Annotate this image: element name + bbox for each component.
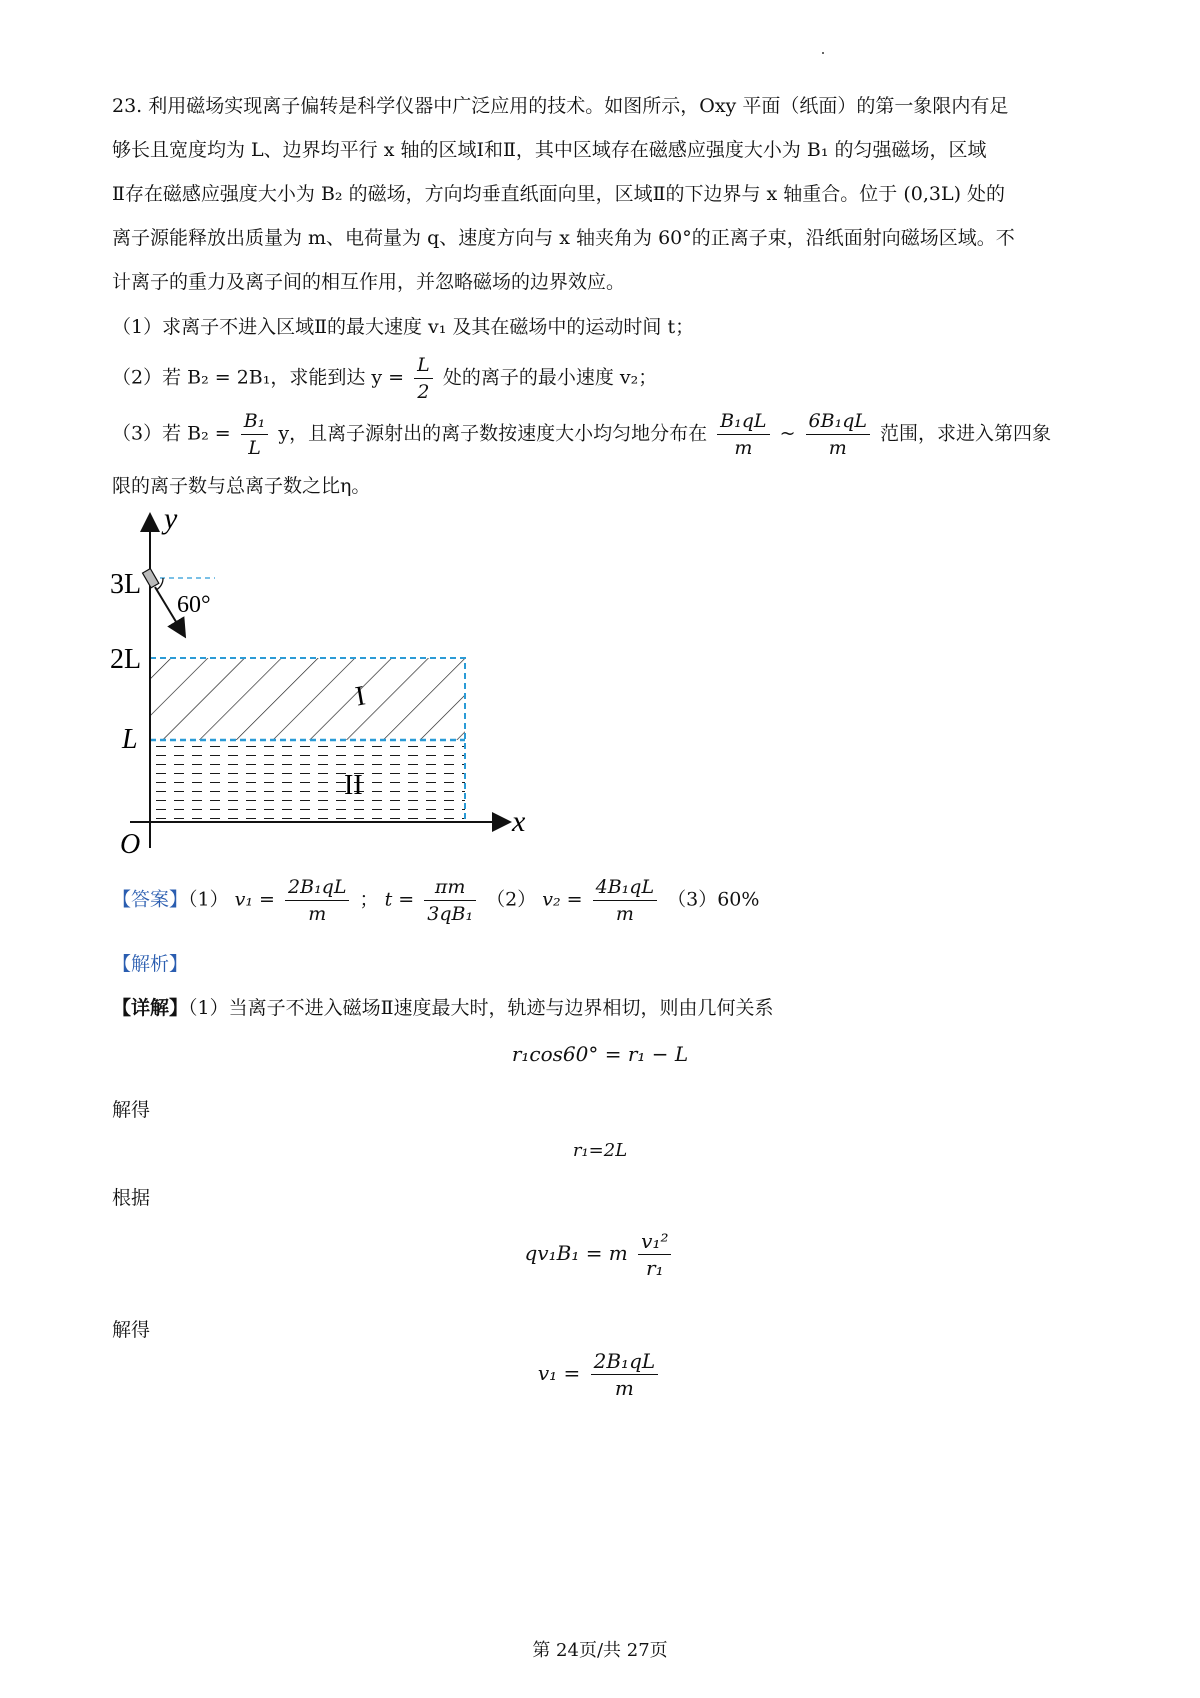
answer-t-fraction [424,874,476,927]
question-1: （1）求离子不进入区域Ⅱ的最大速度 v₁ 及其在磁场中的运动时间 t； [112,316,695,338]
problem-line-5: 计离子的重力及离子间的相互作用，并忽略磁场的边界效应。 [112,271,626,293]
answer-t-lhs: t = [384,888,415,911]
answer-part-2: （2） [486,888,537,911]
equation-1: r₁cos60° = r₁ − L [511,1042,689,1066]
x-axis-label: x [512,805,526,838]
q3-suffix: 范围，求进入第四象 [880,422,1052,445]
equation-3-lhs: qv₁B₁ = m [524,1241,628,1265]
ion-source [143,569,159,588]
q2-fraction [414,352,433,405]
equation-3-den: r₁ [646,1256,664,1280]
equation-3-num: v₁² [638,1228,671,1255]
q3-range-high-den: m [828,437,847,459]
answer-t-den: 3qB₁ [427,903,474,925]
angle-label: 60° [177,592,211,618]
answer-v1-fraction [285,874,349,927]
q3-range-low-num: B₁qL [717,408,769,435]
answer-part-1: （1） [188,888,229,911]
solve-label-1: 解得 [112,1099,151,1121]
q3-b-fraction-den: L [248,437,261,459]
problem-line-1: 23. 利用磁场实现离子偏转是科学仪器中广泛应用的技术。如图所示，Oxy 平面（纸面）的第一象限内有足 [112,95,1009,117]
answer-separator: ； [359,888,379,911]
region-1 [150,658,465,740]
page-footer: 第 24页/共 27页 [532,1640,668,1661]
region-2-label: II [344,770,363,801]
answer-part-3: （3）60% [667,888,760,911]
scan-dot [822,52,824,54]
equation-4-lhs: v₁ = [537,1361,581,1385]
tick-label-L: L [122,724,138,755]
answer-v2-num: 4B₁qL [593,874,657,901]
origin-label: O [120,829,141,860]
y-axis-label: y [164,508,178,535]
region-1-label: I [353,680,368,713]
q2-fraction-num: L [414,352,433,379]
answer-v1-den: m [308,903,327,925]
equation-4 [0,1348,1200,1401]
answer-v1-num: 2B₁qL [285,874,349,901]
q2-suffix: 处的离子的最小速度 v₂； [442,366,658,389]
region-2 [150,740,465,822]
solve-label-2: 解得 [112,1319,151,1341]
analysis-label: 【解析】 [112,953,189,975]
answer-t-num: πm [424,874,476,901]
q3-range-low [717,408,769,461]
tick-label-3L: 3L [110,569,142,600]
answer-v1-lhs: v₁ = [234,888,275,911]
equation-4-den: m [614,1376,634,1400]
problem-line-2: 够长且宽度均为 L、边界均平行 x 轴的区域Ⅰ和Ⅱ，其中区域存在磁感应强度大小为 B₁ 的匀强磁场，区域 [112,139,987,161]
q2-fraction-den: 2 [417,381,430,403]
question-3-line-2: 限的离子数与总离子数之比η。 [112,475,371,497]
q3-middle: y，且离子源射出的离子数按速度大小均匀地分布在 [278,422,708,445]
basis-label: 根据 [112,1187,151,1209]
answer-v2-lhs: v₂ = [542,888,583,911]
question-3 [112,408,1051,461]
detail-line [112,994,774,1022]
equation-2: r₁=2L [572,1140,628,1161]
answer-label: 【答案】 [112,888,189,911]
q3-range-high-num: 6B₁qL [806,408,870,435]
q3-prefix: （3）若 B₂ = [112,422,231,445]
q3-b-fraction-num: B₁ [241,408,269,435]
equation-4-fraction [591,1348,659,1401]
answer-v2-fraction [593,874,657,927]
equation-3 [0,1228,1200,1281]
q3-range-high [806,408,870,461]
equation-4-num: 2B₁qL [591,1348,659,1375]
equation-3-fraction [638,1228,671,1281]
q3-b-fraction [241,408,269,461]
answer-v2-den: m [615,903,634,925]
tick-label-2L: 2L [110,644,142,675]
q3-range-low-den: m [734,437,753,459]
question-2 [112,352,657,405]
q2-prefix: （2）若 B₂ = 2B₁，求能到达 y = [112,366,405,389]
problem-line-3: Ⅱ存在磁感应强度大小为 B₂ 的磁场，方向均垂直纸面向里，区域Ⅱ的下边界与 x 轴重合。位于 (0,3L) 处的 [112,183,1006,205]
detail-text: （1）当离子不进入磁场Ⅱ速度最大时，轨迹与边界相切，则由几何关系 [188,997,774,1019]
detail-label: 【详解】 [112,997,189,1019]
q3-tilde: ~ [779,422,796,445]
field-diagram [100,508,560,878]
answer-line [112,874,759,927]
problem-line-4: 离子源能释放出质量为 m、电荷量为 q、速度方向与 x 轴夹角为 60°的正离子束，沿纸面射向磁场区域。不 [112,227,1015,249]
